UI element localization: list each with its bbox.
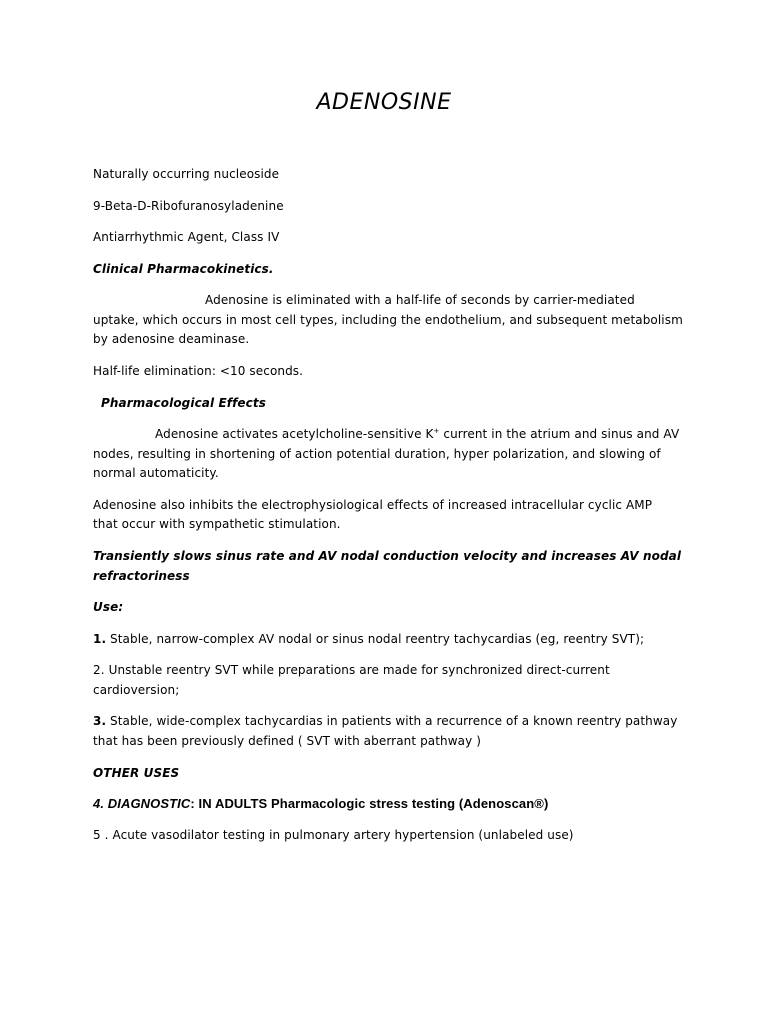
- pharm-effects-para2-line-1: Adenosine also inhibits the electrophysiological effects of increased intracellular cyclic AMP: [93, 498, 653, 512]
- clinical-pk-line-3: by adenosine deaminase.: [93, 332, 250, 346]
- diagnostic-label: 4. DIAGNOSTIC: [93, 796, 191, 811]
- use-item-3-line-1: [93, 714, 677, 728]
- other-uses-item-5: 5 . Acute vasodilator testing in pulmonary artery hypertension (unlabeled use): [93, 828, 574, 842]
- use-heading: Use:: [93, 600, 124, 614]
- half-life-line: Half-life elimination: <10 seconds.: [93, 364, 304, 378]
- intro-line-1: Naturally occurring nucleoside: [93, 167, 280, 181]
- diagnostic-colon: :: [190, 796, 195, 811]
- use-item-3-number: 3.: [93, 714, 107, 728]
- use-item-3-line-2: that has been previously defined ( SVT with aberrant pathway ): [93, 734, 482, 748]
- transient-line-2: refractoriness: [93, 569, 190, 583]
- potassium-superscript: +: [433, 427, 440, 435]
- use-item-1-text: Stable, narrow-complex AV nodal or sinus nodal reentry tachycardias (eg, reentry SVT);: [110, 632, 645, 646]
- use-item-1: [93, 632, 644, 646]
- clinical-pk-line-2: uptake, which occurs in most cell types, including the endothelium, and subsequent metabolism: [93, 313, 683, 327]
- transient-line-1: Transiently slows sinus rate and AV nodal conduction velocity and increases AV nodal: [93, 549, 682, 563]
- intro-line-3: Antiarrhythmic Agent, Class IV: [93, 230, 280, 244]
- use-item-1-number: 1.: [93, 632, 107, 646]
- pharm-effects-line-1-text: Adenosine activates acetylcholine-sensitive K: [155, 427, 434, 441]
- use-item-2-line-1: 2. Unstable reentry SVT while preparations are made for synchronized direct-current: [93, 663, 610, 677]
- other-uses-heading: OTHER USES: [93, 766, 180, 780]
- pharm-effects-para2-line-2: that occur with sympathetic stimulation.: [93, 517, 341, 531]
- use-item-2-line-2: cardioversion;: [93, 683, 180, 697]
- pharm-effects-line-1-rest: current in the atrium and sinus and AV: [439, 427, 680, 441]
- clinical-pk-line-1: Adenosine is eliminated with a half-life of seconds by carrier-mediated: [205, 293, 635, 307]
- intro-line-2: 9-Beta-D-Ribofuranosyladenine: [93, 199, 284, 213]
- other-uses-item-4: [93, 796, 548, 811]
- page-title: ADENOSINE: [316, 90, 452, 115]
- clinical-pk-heading: Clinical Pharmacokinetics.: [93, 262, 274, 276]
- pharm-effects-heading: Pharmacological Effects: [101, 396, 266, 410]
- use-item-3-text: Stable, wide-complex tachycardias in patients with a recurrence of a known reentry pathway: [110, 714, 678, 728]
- pharm-effects-line-2: nodes, resulting in shortening of action potential duration, hyper polarization, and slowing of: [93, 447, 661, 461]
- diagnostic-text: IN ADULTS Pharmacologic stress testing (Adenoscan®): [194, 796, 549, 811]
- pharm-effects-line-3: normal automaticity.: [93, 466, 219, 480]
- pharm-effects-line-1: [155, 427, 679, 441]
